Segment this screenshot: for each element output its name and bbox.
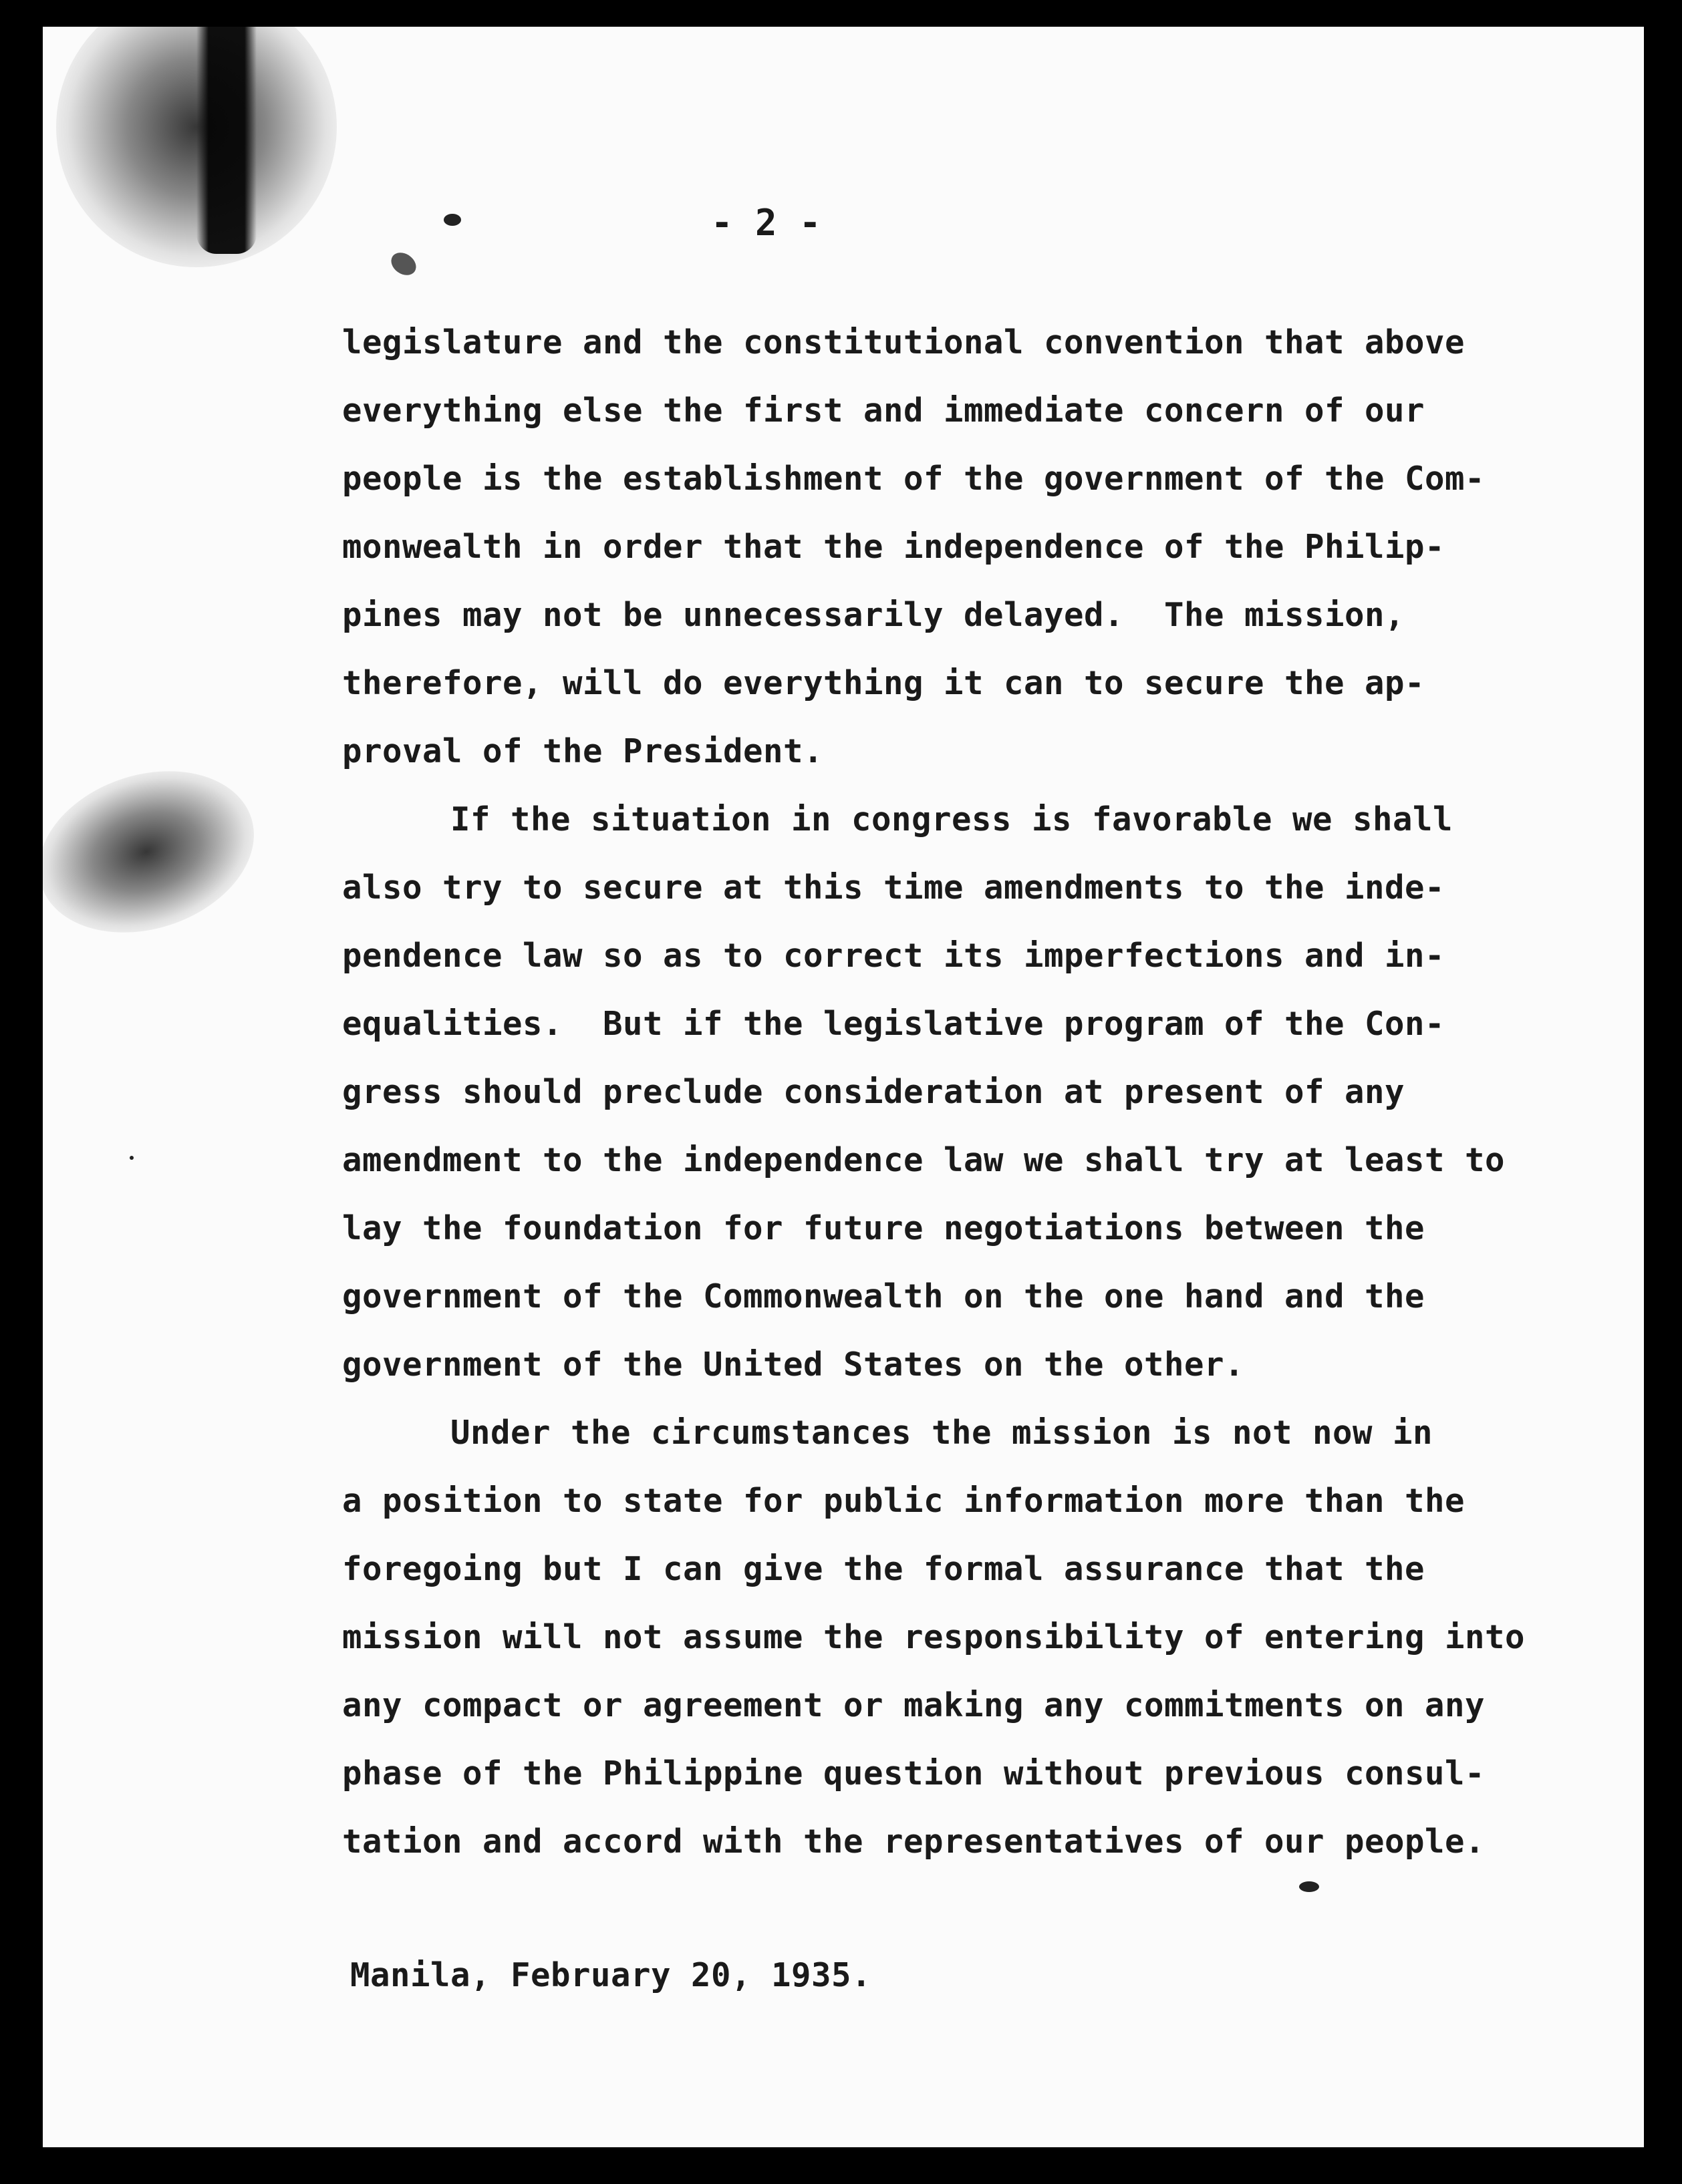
text-line: mission will not assume the responsibility of entering into: [342, 1618, 1526, 1656]
text-line: government of the United States on the other.: [342, 1346, 1245, 1384]
text-line: a position to state for public information more than the: [342, 1482, 1465, 1520]
text-line: proval of the President.: [342, 732, 824, 770]
dateline: Manila, February 20, 1935.: [350, 1956, 872, 1994]
text-line: any compact or agreement or making any commitments on any: [342, 1686, 1486, 1724]
text-line: foregoing but I can give the formal assurance that the: [342, 1550, 1425, 1588]
text-line: tation and accord with the representatives of our people.: [342, 1823, 1486, 1861]
text-line: monwealth in order that the independence of the Philip-: [342, 528, 1445, 566]
text-line: also try to secure at this time amendments to the inde-: [342, 869, 1445, 907]
typed-text: [43, 27, 1644, 2147]
page-number: - 2 -: [711, 202, 822, 244]
text-line: lay the foundation for future negotiations between the: [342, 1209, 1425, 1247]
text-line: everything else the first and immediate concern of our: [342, 392, 1425, 430]
text-line: equalities. But if the legislative program of the Con-: [342, 1005, 1445, 1043]
text-line: pines may not be unnecessarily delayed. The mission,: [342, 596, 1405, 634]
text-line: government of the Commonwealth on the one hand and the: [342, 1277, 1425, 1315]
text-line: therefore, will do everything it can to secure the ap-: [342, 664, 1425, 702]
text-line: amendment to the independence law we shall try at least to: [342, 1141, 1506, 1179]
text-line: If the situation in congress is favorable we shall: [450, 800, 1453, 838]
document-page: [43, 27, 1644, 2147]
text-line: pendence law so as to correct its imperfections and in-: [342, 937, 1445, 975]
text-line: legislature and the constitutional convention that above: [342, 323, 1465, 361]
text-line: Under the circumstances the mission is not now in: [450, 1414, 1433, 1452]
text-line: people is the establishment of the government of the Com-: [342, 460, 1486, 498]
text-line: gress should preclude consideration at present of any: [342, 1073, 1405, 1111]
text-line: phase of the Philippine question without previous consul-: [342, 1754, 1486, 1792]
